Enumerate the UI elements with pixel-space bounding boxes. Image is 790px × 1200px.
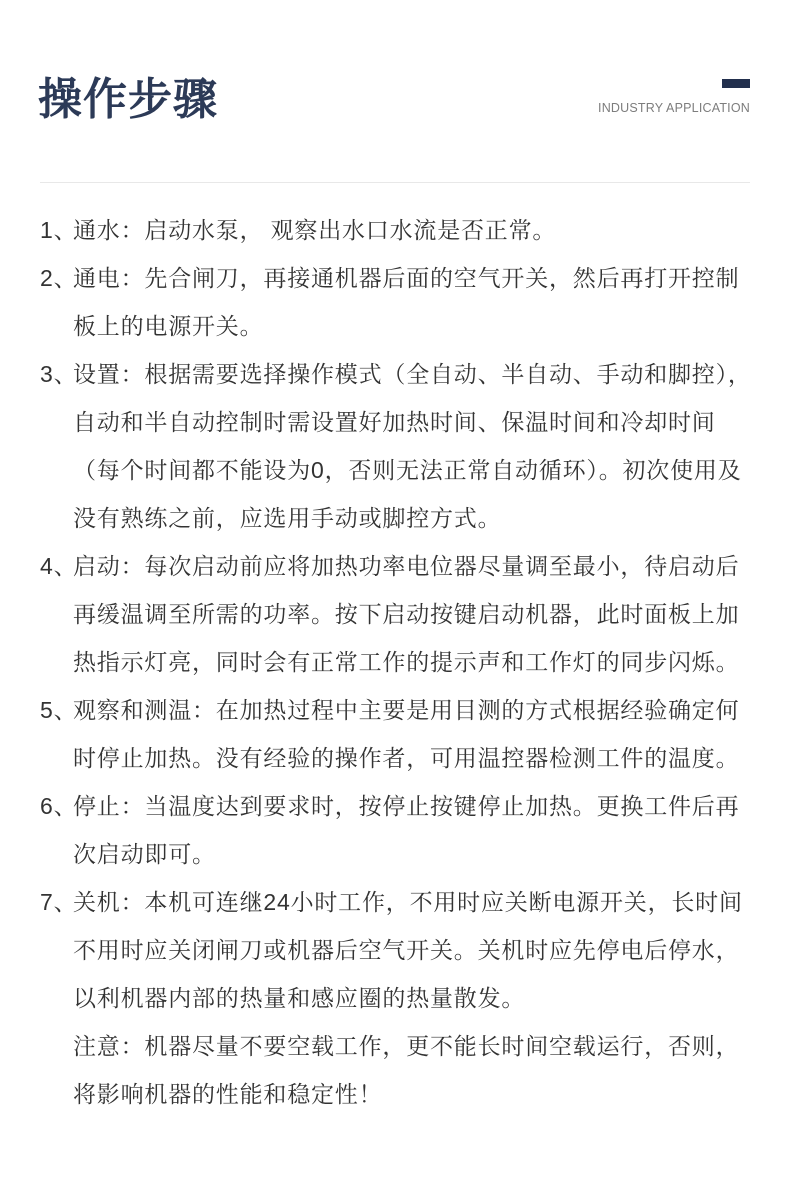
step-item (40, 686, 752, 782)
step-text-line: 观察和测温：在加热过程中主要是用目测的方式根据经验确定何 (73, 697, 740, 723)
step-text-line: 次启动即可。 (73, 841, 216, 867)
step-text-line: （每个时间都不能设为0，否则无法正常自动循环）。初次使用及 (73, 457, 742, 483)
note-text-line: 注意：机器尽量不要空载工作，更不能长时间空载运行，否则， (73, 1033, 740, 1059)
step-number: 4、 (40, 553, 78, 579)
note-block (40, 1022, 752, 1118)
step-item (40, 782, 752, 878)
step-text-line: 以利机器内部的热量和感应圈的热量散发。 (73, 985, 526, 1011)
step-number: 5、 (40, 697, 78, 723)
step-item (40, 542, 752, 686)
step-number: 2、 (40, 265, 78, 291)
step-text-line: 关机：本机可连继24小时工作，不用时应关断电源开关，长时间 (73, 889, 743, 915)
step-text-line: 启动：每次启动前应将加热功率电位器尽量调至最小，待启动后 (73, 553, 740, 579)
step-number: 3、 (40, 361, 78, 387)
step-text-line: 不用时应关闭闸刀或机器后空气开关。关机时应先停电后停水， (73, 937, 740, 963)
step-text-line: 自动和半自动控制时需设置好加热时间、保温时间和冷却时间 (73, 409, 716, 435)
step-item (40, 350, 752, 542)
step-text-line: 通水：启动水泵， 观察出水口水流是否正常。 (73, 217, 557, 243)
accent-dash-icon (722, 79, 750, 88)
step-item (40, 206, 752, 254)
step-text-line: 时停止加热。没有经验的操作者，可用温控器检测工件的温度。 (73, 745, 740, 771)
step-text-line: 板上的电源开关。 (73, 313, 264, 339)
step-number: 1、 (40, 217, 78, 243)
steps-list (40, 206, 752, 1118)
step-text-line: 没有熟练之前，应选用手动或脚控方式。 (73, 505, 502, 531)
step-text-line: 设置：根据需要选择操作模式（全自动、半自动、手动和脚控）， (73, 361, 752, 387)
step-text-line: 热指示灯亮，同时会有正常工作的提示声和工作灯的同步闪烁。 (73, 649, 740, 675)
step-number: 6、 (40, 793, 78, 819)
step-number: 7、 (40, 889, 78, 915)
step-text-line: 停止：当温度达到要求时，按停止按键停止加热。更换工件后再 (73, 793, 740, 819)
header-right-block (598, 79, 750, 115)
step-item (40, 878, 752, 1022)
note-text-line: 将影响机器的性能和稳定性！ (73, 1081, 383, 1107)
header-divider (40, 182, 750, 183)
step-item (40, 254, 752, 350)
header-subtitle: INDUSTRY APPLICATION (598, 101, 750, 115)
step-text-line: 通电：先合闸刀，再接通机器后面的空气开关，然后再打开控制 (73, 265, 740, 291)
page-title: 操作步骤 (38, 75, 218, 124)
step-text-line: 再缓温调至所需的功率。按下启动按键启动机器，此时面板上加 (73, 601, 740, 627)
